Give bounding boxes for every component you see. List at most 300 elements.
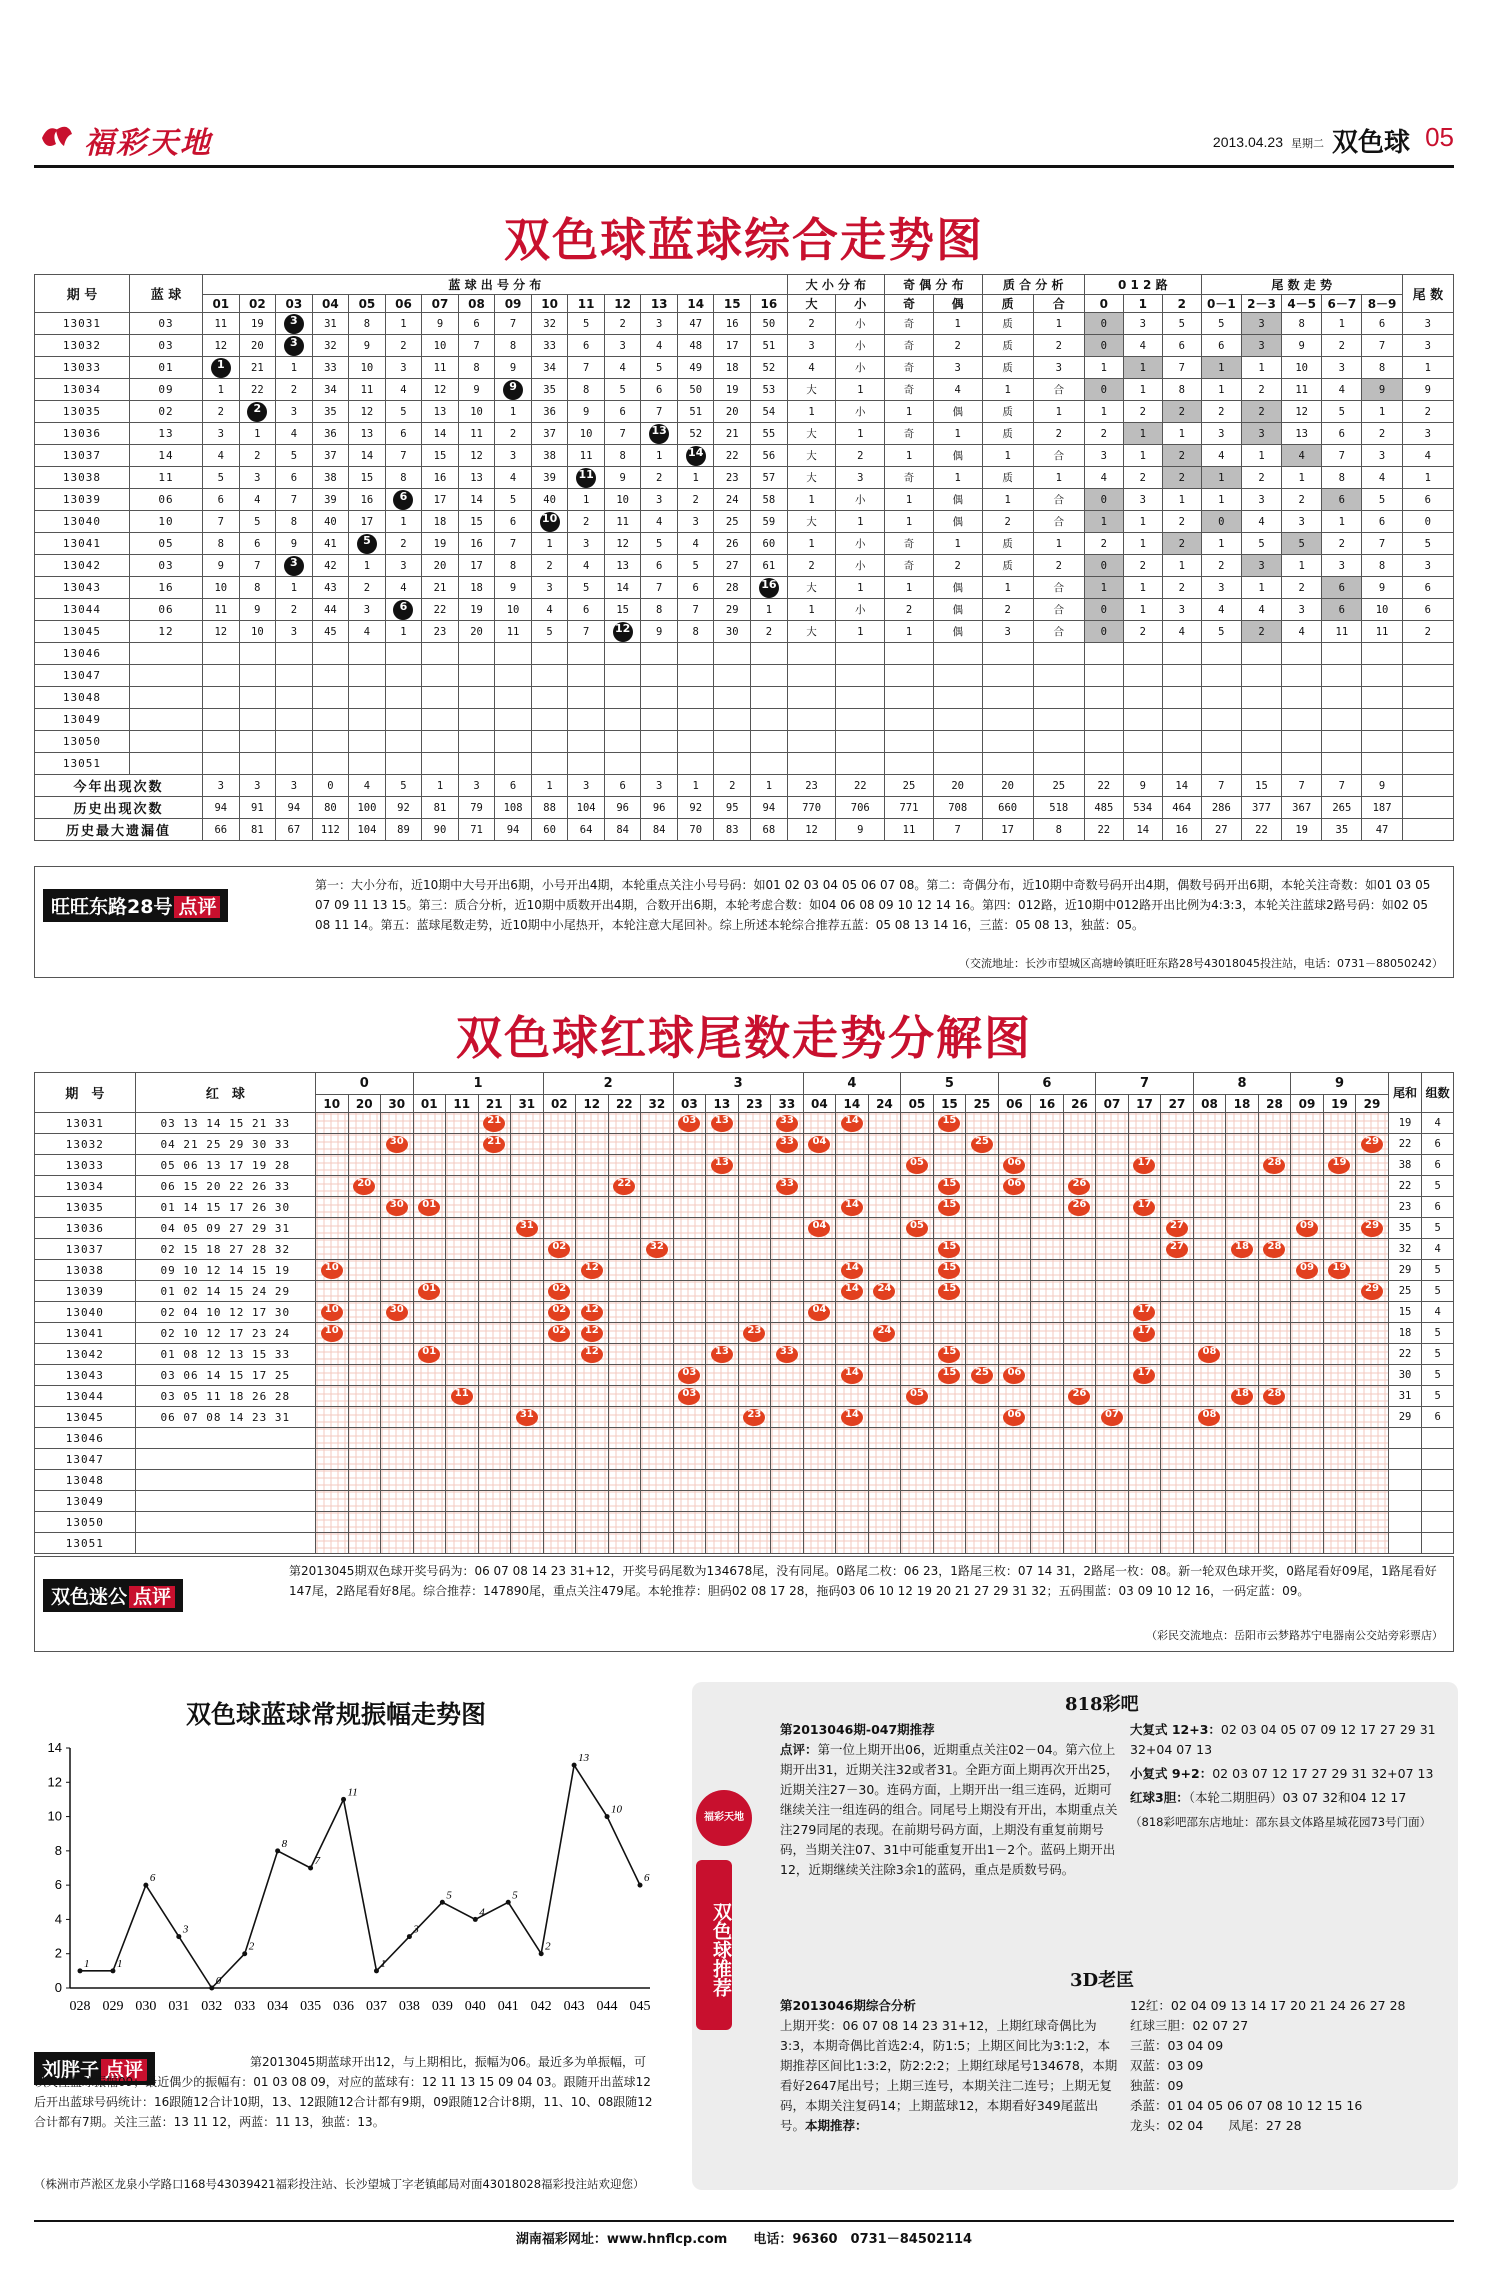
red-ball: 03 xyxy=(678,1115,700,1132)
tail-cell: 9 xyxy=(1282,335,1322,357)
tail-cell xyxy=(608,1239,641,1260)
dist-cell: 40 xyxy=(312,511,349,533)
red-ball: 17 xyxy=(1133,1304,1155,1321)
tail-cell xyxy=(1356,1113,1389,1134)
dist-cell xyxy=(641,423,678,445)
tail-cell xyxy=(1063,1218,1096,1239)
tail-cell xyxy=(1291,1533,1324,1554)
tail-cell xyxy=(348,1365,381,1386)
dist-cell: 8 xyxy=(604,445,641,467)
red-ball: 08 xyxy=(1198,1409,1220,1426)
tail-cell xyxy=(478,1218,511,1239)
red-ball: 17 xyxy=(1133,1157,1155,1174)
tail-cell xyxy=(1356,1449,1389,1470)
y-tick-label: 4 xyxy=(54,1911,62,1927)
stats-cell xyxy=(1402,797,1453,819)
tail-sum-cell: 22 xyxy=(1388,1176,1422,1197)
blue-trend-table xyxy=(34,274,1454,841)
tail-cell xyxy=(1226,1176,1259,1197)
tail-cell xyxy=(998,1449,1031,1470)
tail-cell xyxy=(673,1134,706,1155)
red-numbers-cell: 04 05 09 27 29 31 xyxy=(135,1218,315,1239)
pick-12-red: 12红：02 04 09 13 14 17 20 21 24 26 27 28 xyxy=(1130,1998,1406,2013)
red-ball: 28 xyxy=(1263,1241,1285,1258)
tail-cell: 1 xyxy=(1322,313,1362,335)
dist-cell: 7 xyxy=(568,621,605,643)
tail-cell xyxy=(1291,1428,1324,1449)
stats-cell: 19 xyxy=(1282,819,1322,841)
red-ball: 14 xyxy=(841,1283,863,1300)
red-numbers-cell: 01 14 15 17 26 30 xyxy=(135,1197,315,1218)
dist-cell: 3 xyxy=(641,313,678,335)
groups-cell: 5 xyxy=(1422,1386,1454,1407)
road-cell xyxy=(1084,643,1123,665)
stats-cell: 20 xyxy=(933,775,982,797)
tail-cell xyxy=(446,1302,479,1323)
tail-cell xyxy=(1161,1323,1194,1344)
tail-sum-cell: 29 xyxy=(1388,1260,1422,1281)
analysis-cell: 大 xyxy=(787,511,836,533)
tail-cell xyxy=(836,1260,869,1281)
tail-cell xyxy=(511,1281,544,1302)
dist-cell: 8 xyxy=(568,379,605,401)
tail-cell xyxy=(803,1386,836,1407)
tail-value-cell xyxy=(1402,709,1453,731)
dist-cell: 12 xyxy=(203,335,240,357)
tail-cell xyxy=(1096,1428,1129,1449)
col-header: 小 xyxy=(836,295,885,313)
col-header: 10 xyxy=(316,1095,349,1113)
dist-cell xyxy=(714,731,751,753)
dist-cell: 8 xyxy=(458,357,495,379)
period-cell: 13040 xyxy=(35,1302,136,1323)
tail-sum-cell: 18 xyxy=(1388,1323,1422,1344)
tail-cell xyxy=(933,1323,966,1344)
col-header: 03 xyxy=(673,1095,706,1113)
red-chart-title: 双色球红球尾数走势分解图 xyxy=(456,1011,1032,1065)
tail-cell xyxy=(511,1512,544,1533)
table-row xyxy=(35,1239,1454,1260)
tail-cell xyxy=(1356,1281,1389,1302)
road-cell: 1 xyxy=(1162,555,1201,577)
tail-cell xyxy=(1096,1491,1129,1512)
tail-cell xyxy=(348,1491,381,1512)
tail-cell xyxy=(348,1281,381,1302)
red-ball: 14 xyxy=(841,1262,863,1279)
blue-cell: 06 xyxy=(129,489,202,511)
tail-cell xyxy=(1226,1344,1259,1365)
period-cell: 13051 xyxy=(35,753,130,775)
red-ball: 07 xyxy=(1101,1409,1123,1426)
tail-cell xyxy=(511,1470,544,1491)
red-ball: 20 xyxy=(353,1178,375,1195)
dist-cell: 30 xyxy=(714,621,751,643)
header-red: 红 球 xyxy=(135,1073,315,1113)
tail-cell xyxy=(1096,1470,1129,1491)
tail-group-header: 2 xyxy=(543,1073,673,1095)
blue-cell xyxy=(129,643,202,665)
tail-cell xyxy=(1096,1449,1129,1470)
dist-cell xyxy=(568,687,605,709)
tail-cell xyxy=(1031,1491,1064,1512)
analysis-cell: 3 xyxy=(1033,357,1084,379)
tail-cell xyxy=(1193,1449,1226,1470)
red-comment-box xyxy=(34,1556,1454,1652)
tail-cell xyxy=(1322,643,1362,665)
analysis-cell: 1 xyxy=(836,379,885,401)
tail-cell xyxy=(446,1533,479,1554)
col-header: 32 xyxy=(641,1095,674,1113)
tail-cell xyxy=(576,1134,609,1155)
dist-cell: 52 xyxy=(751,357,788,379)
tail-cell xyxy=(1031,1134,1064,1155)
tail-cell xyxy=(608,1428,641,1449)
analysis-cell: 大 xyxy=(787,445,836,467)
tail-value-cell: 9 xyxy=(1402,379,1453,401)
tail-cell: 7 xyxy=(1362,335,1402,357)
tail-cell xyxy=(1291,1344,1324,1365)
tail-cell xyxy=(348,1533,381,1554)
tips-3d-title: 3D老匡 xyxy=(1070,1970,1135,1991)
dist-cell: 14 xyxy=(349,445,386,467)
analysis-cell: 1 xyxy=(933,423,982,445)
tail-cell xyxy=(478,1407,511,1428)
stats-cell: 64 xyxy=(568,819,605,841)
tail-sum-cell: 25 xyxy=(1388,1281,1422,1302)
tail-cell xyxy=(478,1323,511,1344)
dist-cell xyxy=(422,753,459,775)
tail-cell xyxy=(901,1449,934,1470)
amplitude-point xyxy=(143,1883,148,1888)
data-label: 1 xyxy=(380,1957,386,1970)
tail-cell xyxy=(543,1239,576,1260)
tail-cell xyxy=(478,1281,511,1302)
tail-cell xyxy=(478,1533,511,1554)
road-cell xyxy=(1123,731,1162,753)
road-cell: 6 xyxy=(1162,335,1201,357)
tail-cell xyxy=(673,1281,706,1302)
red-ball: 26 xyxy=(1068,1388,1090,1405)
tail-cell xyxy=(446,1365,479,1386)
col-header: 07 xyxy=(1096,1095,1129,1113)
tail-cell xyxy=(738,1134,771,1155)
tail-cell xyxy=(576,1512,609,1533)
stats-cell: 187 xyxy=(1362,797,1402,819)
tail-cell xyxy=(738,1365,771,1386)
tail-cell xyxy=(836,1176,869,1197)
tail-cell xyxy=(1323,1365,1356,1386)
dist-cell: 17 xyxy=(458,555,495,577)
tail-cell xyxy=(641,1281,674,1302)
tail-cell xyxy=(446,1428,479,1449)
tail-cell xyxy=(543,1407,576,1428)
red-ball: 19 xyxy=(1328,1262,1350,1279)
red-comment-address: （彩民交流地点：岳阳市云梦路苏宁电器南公交站旁彩票店） xyxy=(1146,1629,1443,1642)
tail-value-cell: 3 xyxy=(1402,313,1453,335)
tail-cell xyxy=(1323,1512,1356,1533)
red-numbers-cell: 03 06 14 15 17 25 xyxy=(135,1365,315,1386)
tail-cell xyxy=(803,1155,836,1176)
col-header: 8－9 xyxy=(1362,295,1402,313)
tail-cell xyxy=(413,1428,446,1449)
tail-cell xyxy=(998,1428,1031,1449)
blue-cell: 12 xyxy=(129,621,202,643)
stats-cell: 9 xyxy=(1362,775,1402,797)
tail-cell xyxy=(576,1386,609,1407)
tail-value-cell xyxy=(1402,665,1453,687)
tail-cell xyxy=(608,1323,641,1344)
blue-ball: 5 xyxy=(357,534,377,554)
dist-cell xyxy=(422,731,459,753)
tail-cell xyxy=(641,1218,674,1239)
tail-cell xyxy=(511,1239,544,1260)
tail-cell xyxy=(543,1260,576,1281)
tail-cell xyxy=(316,1281,349,1302)
analysis-cell: 2 xyxy=(1033,335,1084,357)
tail-cell: 1 xyxy=(1282,555,1322,577)
dist-cell xyxy=(458,709,495,731)
analysis-cell: 2 xyxy=(1033,423,1084,445)
tail-cell xyxy=(1128,1512,1161,1533)
tail-cell xyxy=(1258,1113,1291,1134)
tail-cell xyxy=(738,1533,771,1554)
tail-cell xyxy=(803,1491,836,1512)
analysis-cell: 小 xyxy=(836,555,885,577)
tail-cell xyxy=(706,1344,739,1365)
tail-cell xyxy=(381,1428,414,1449)
tail-cell xyxy=(1031,1323,1064,1344)
dist-cell: 9 xyxy=(276,533,313,555)
tail-cell xyxy=(706,1365,739,1386)
dist-cell xyxy=(495,731,532,753)
analysis-cell: 1 xyxy=(982,489,1033,511)
tail-cell xyxy=(576,1197,609,1218)
col-header: 20 xyxy=(348,1095,381,1113)
col-header: 奇 xyxy=(885,295,934,313)
tail-value-cell: 4 xyxy=(1402,445,1453,467)
stats-cell: 7 xyxy=(933,819,982,841)
tail-cell xyxy=(1063,1197,1096,1218)
analysis-cell: 小 xyxy=(836,599,885,621)
tail-cell: 3 xyxy=(1282,599,1322,621)
stats-cell: 88 xyxy=(531,797,568,819)
pick-1-blue: 独蓝：09 xyxy=(1130,2078,1184,2093)
analysis-cell: 1 xyxy=(1033,533,1084,555)
data-label: 10 xyxy=(611,1803,623,1816)
tail-cell xyxy=(1258,1386,1291,1407)
tail-cell xyxy=(1226,1386,1259,1407)
tail-cell xyxy=(1323,1134,1356,1155)
tail-cell xyxy=(543,1365,576,1386)
tips-818-body: 第一位上期开出06，近期重点关注02－04。第六位上期开出31，近期关注32或者31。全距方面上期再次开出25，近期关注27－30。连码方面，上期开出一组三连码，近期可继续关注一组连码的组合。同尾号上期没有开出，本期重点关注279同尾的表现。在前期号码方面，上期没有重复前期号码，当期关注07、31中可能重复开出1－2个。蓝码上期开出12，近期继续关注除3余1的蓝码，重点是质数号码。 xyxy=(780,1742,1119,1877)
period-cell: 13038 xyxy=(35,467,130,489)
tips-side-label: 双色球推荐 xyxy=(696,1860,732,2030)
dist-cell: 18 xyxy=(714,357,751,379)
road-cell: 2 xyxy=(1162,401,1201,423)
tail-cell xyxy=(1063,1155,1096,1176)
red-ball: 06 xyxy=(1003,1178,1025,1195)
tail-cell xyxy=(933,1470,966,1491)
y-tick-label: 2 xyxy=(54,1945,62,1961)
stats-cell: 91 xyxy=(239,797,276,819)
tail-cell xyxy=(868,1323,901,1344)
tail-value-cell: 0 xyxy=(1402,511,1453,533)
tail-cell xyxy=(1161,1386,1194,1407)
comment-tag-label: 点评 xyxy=(101,2059,147,2081)
tail-cell: 3 xyxy=(1241,335,1281,357)
tail-cell xyxy=(706,1386,739,1407)
data-label: 5 xyxy=(512,1889,518,1902)
tail-cell xyxy=(706,1176,739,1197)
dist-cell: 1 xyxy=(239,423,276,445)
stats-cell: 6 xyxy=(495,775,532,797)
tail-cell xyxy=(1356,1470,1389,1491)
groups-cell: 6 xyxy=(1422,1134,1454,1155)
tail-cell xyxy=(1161,1302,1194,1323)
red-ball: 06 xyxy=(1003,1367,1025,1384)
tail-sum-cell: 22 xyxy=(1388,1134,1422,1155)
tail-value-cell: 5 xyxy=(1402,533,1453,555)
dist-cell xyxy=(714,753,751,775)
data-label: 6 xyxy=(644,1872,650,1885)
tail-cell xyxy=(836,1323,869,1344)
dist-cell xyxy=(677,665,714,687)
tail-cell xyxy=(1362,665,1402,687)
analysis-cell: 3 xyxy=(787,335,836,357)
tail-cell xyxy=(1063,1323,1096,1344)
red-3-value: （本轮二期胆码）03 07 32和04 12 17 xyxy=(1188,1790,1407,1805)
tail-cell xyxy=(1128,1239,1161,1260)
analysis-cell xyxy=(933,731,982,753)
dist-cell: 44 xyxy=(312,599,349,621)
blue-ball: 13 xyxy=(649,424,669,444)
tail-cell xyxy=(1096,1302,1129,1323)
dist-cell: 4 xyxy=(604,357,641,379)
analysis-cell: 偶 xyxy=(933,489,982,511)
tail-cell xyxy=(803,1470,836,1491)
stats-cell: 3 xyxy=(641,775,678,797)
tail-cell: 3 xyxy=(1201,423,1241,445)
dist-cell xyxy=(385,687,422,709)
dist-cell: 35 xyxy=(531,379,568,401)
groups-cell: 5 xyxy=(1422,1344,1454,1365)
table-row xyxy=(35,1365,1454,1386)
dist-cell xyxy=(568,753,605,775)
tips-818-analysis xyxy=(780,1720,1120,1880)
analysis-cell xyxy=(885,709,934,731)
tail-cell xyxy=(316,1365,349,1386)
analysis-cell: 大 xyxy=(787,467,836,489)
red-ball: 31 xyxy=(516,1409,538,1426)
red-ball: 06 xyxy=(1003,1409,1025,1426)
tail-cell xyxy=(1193,1302,1226,1323)
tail-cell xyxy=(771,1239,804,1260)
dist-cell: 35 xyxy=(312,401,349,423)
tail-cell xyxy=(1031,1449,1064,1470)
dist-cell: 2 xyxy=(641,467,678,489)
analysis-cell xyxy=(1033,643,1084,665)
tail-cell xyxy=(1226,1260,1259,1281)
tail-cell xyxy=(868,1113,901,1134)
period-cell: 13047 xyxy=(35,1449,136,1470)
dist-cell xyxy=(751,665,788,687)
tail-cell xyxy=(1226,1134,1259,1155)
amplitude-comment-text: 第2013045期蓝球开出12，与上期相比，振幅为06。最近多为单振幅，可以关注蓝球振幅09；最近偶少的振幅有：01 03 08 09，对应的蓝球有：12 11 13 15 09 04 03。跟随开出蓝球12后开出蓝球号码统计：16跟随12合计10期，13、12跟随12合计都有9期，09跟随12合计8期，11、10、08跟随12合计都有7期。关注三蓝：13 11 12，两蓝：11 13，独蓝：13。 xyxy=(34,2055,653,2129)
dist-cell xyxy=(531,709,568,731)
amplitude-point xyxy=(374,1968,379,1973)
blue-cell xyxy=(129,709,202,731)
tail-group-header: 0 xyxy=(316,1073,414,1095)
road-cell: 3 xyxy=(1123,489,1162,511)
tail-cell xyxy=(673,1176,706,1197)
tail-cell: 1 xyxy=(1201,533,1241,555)
red-ball: 23 xyxy=(743,1409,765,1426)
dist-cell: 54 xyxy=(751,401,788,423)
blue-cell: 06 xyxy=(129,599,202,621)
analysis-cell xyxy=(787,709,836,731)
tail-cell xyxy=(1128,1449,1161,1470)
tail-value-cell xyxy=(1402,753,1453,775)
col-header: 2 xyxy=(1162,295,1201,313)
tail-cell: 1 xyxy=(1241,577,1281,599)
dist-cell: 2 xyxy=(495,423,532,445)
tail-cell xyxy=(1323,1428,1356,1449)
red-ball: 14 xyxy=(841,1115,863,1132)
col-header: 偶 xyxy=(933,295,982,313)
dist-cell xyxy=(239,731,276,753)
tail-cell xyxy=(673,1344,706,1365)
tail-cell xyxy=(1356,1176,1389,1197)
tail-cell: 3 xyxy=(1241,423,1281,445)
tail-cell xyxy=(1161,1365,1194,1386)
tail-cell xyxy=(998,1218,1031,1239)
dist-cell: 6 xyxy=(495,511,532,533)
stats-cell: 84 xyxy=(604,819,641,841)
tail-cell xyxy=(478,1260,511,1281)
tail-cell xyxy=(478,1176,511,1197)
road-cell xyxy=(1123,665,1162,687)
red-ball: 28 xyxy=(1263,1157,1285,1174)
analysis-cell: 1 xyxy=(885,511,934,533)
data-label: 4 xyxy=(479,1906,485,1919)
amplitude-point xyxy=(275,1848,280,1853)
tail-cell xyxy=(608,1533,641,1554)
red-ball: 32 xyxy=(646,1241,668,1258)
tail-cell xyxy=(1322,687,1362,709)
comment-tag-label: 点评 xyxy=(174,896,220,918)
tail-cell xyxy=(1291,1365,1324,1386)
tail-cell: 1 xyxy=(1241,445,1281,467)
analysis-cell xyxy=(933,709,982,731)
dist-cell: 4 xyxy=(641,511,678,533)
analysis-cell: 1 xyxy=(982,379,1033,401)
analysis-cell: 奇 xyxy=(885,423,934,445)
analysis-cell: 1 xyxy=(836,577,885,599)
red-ball: 18 xyxy=(1231,1241,1253,1258)
tail-cell xyxy=(1161,1260,1194,1281)
tail-cell xyxy=(543,1197,576,1218)
tail-cell xyxy=(771,1176,804,1197)
blue-ball: 6 xyxy=(393,600,413,620)
road-cell: 0 xyxy=(1084,621,1123,643)
analysis-cell: 1 xyxy=(885,577,934,599)
dist-cell xyxy=(604,687,641,709)
analysis-cell: 2 xyxy=(787,313,836,335)
blue-ball: 6 xyxy=(393,490,413,510)
tail-cell: 2 xyxy=(1282,577,1322,599)
tail-cell xyxy=(1226,1428,1259,1449)
dist-cell xyxy=(714,665,751,687)
